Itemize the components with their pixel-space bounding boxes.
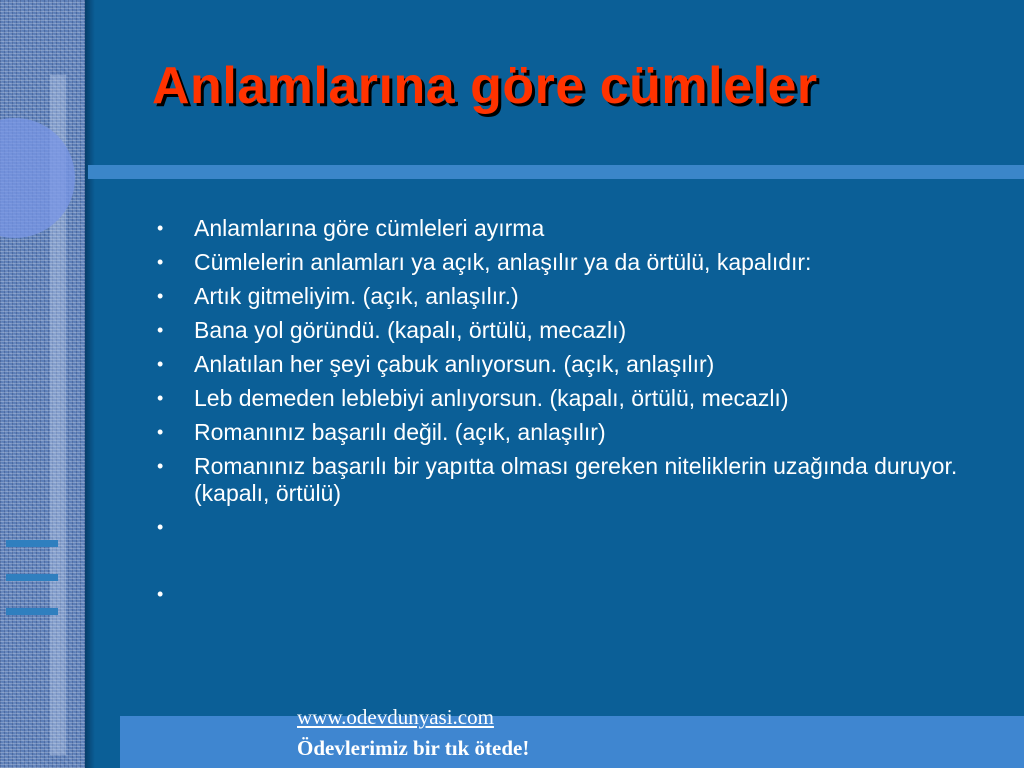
- bullet-item: [155, 249, 985, 276]
- strip-line: [6, 608, 58, 615]
- bullet-item: [155, 385, 985, 412]
- bullet-item: [155, 453, 985, 507]
- footer-tagline: Ödevlerimiz bir tık ötede!: [297, 736, 530, 760]
- strip-shadow: [85, 0, 95, 768]
- bullet-item: [155, 215, 985, 242]
- bullet-dot-icon: •: [157, 422, 164, 442]
- bullet-dot-icon: •: [157, 388, 164, 408]
- bullet-item: [155, 419, 985, 446]
- footer-website-link[interactable]: www.odevdunyasi.com: [297, 705, 494, 729]
- bullet-text: Leb demeden leblebiyi anlıyorsun. (kapalı, örtülü, mecazlı): [194, 385, 789, 411]
- bullet-text: Bana yol göründü. (kapalı, örtülü, mecazlı): [194, 317, 627, 343]
- bullet-dot-icon: •: [157, 517, 164, 537]
- bullet-item: [155, 317, 985, 344]
- strip-line: [6, 574, 58, 581]
- bullet-text: Artık gitmeliyim. (açık, anlaşılır.): [194, 283, 519, 309]
- strip-line: [6, 540, 58, 547]
- bullet-text: Cümlelerin anlamları ya açık, anlaşılır ya da örtülü, kapalıdır:: [194, 249, 812, 275]
- title-underline-rule: [88, 165, 1024, 179]
- bullet-dot-icon: •: [157, 286, 164, 306]
- bullet-dot-icon: •: [157, 320, 164, 340]
- bullet-dot-icon: •: [157, 218, 164, 238]
- bullet-text: Romanınız başarılı değil. (açık, anlaşılır): [194, 419, 606, 445]
- bullet-item: [155, 581, 985, 608]
- bullet-item: [155, 514, 985, 541]
- bullet-dot-icon: •: [157, 354, 164, 374]
- slide-title: Anlamlarına göre cümleler: [152, 57, 818, 115]
- bullet-text: Romanınız başarılı bir yapıtta olması gereken niteliklerin uzağında duruyor. (kapalı, örtülü): [194, 453, 958, 506]
- bullet-item: [155, 351, 985, 378]
- bullet-list: [155, 215, 985, 615]
- bullet-dot-icon: •: [157, 252, 164, 272]
- bullet-dot-icon: •: [157, 456, 164, 476]
- bullet-text: Anlamlarına göre cümleleri ayırma: [194, 215, 545, 241]
- bullet-item: [155, 283, 985, 310]
- decorative-left-strip: [0, 0, 85, 768]
- bullet-text: Anlatılan her şeyi çabuk anlıyorsun. (açık, anlaşılır): [194, 351, 715, 377]
- bullet-dot-icon: •: [157, 584, 164, 604]
- footer-band: [120, 716, 1024, 768]
